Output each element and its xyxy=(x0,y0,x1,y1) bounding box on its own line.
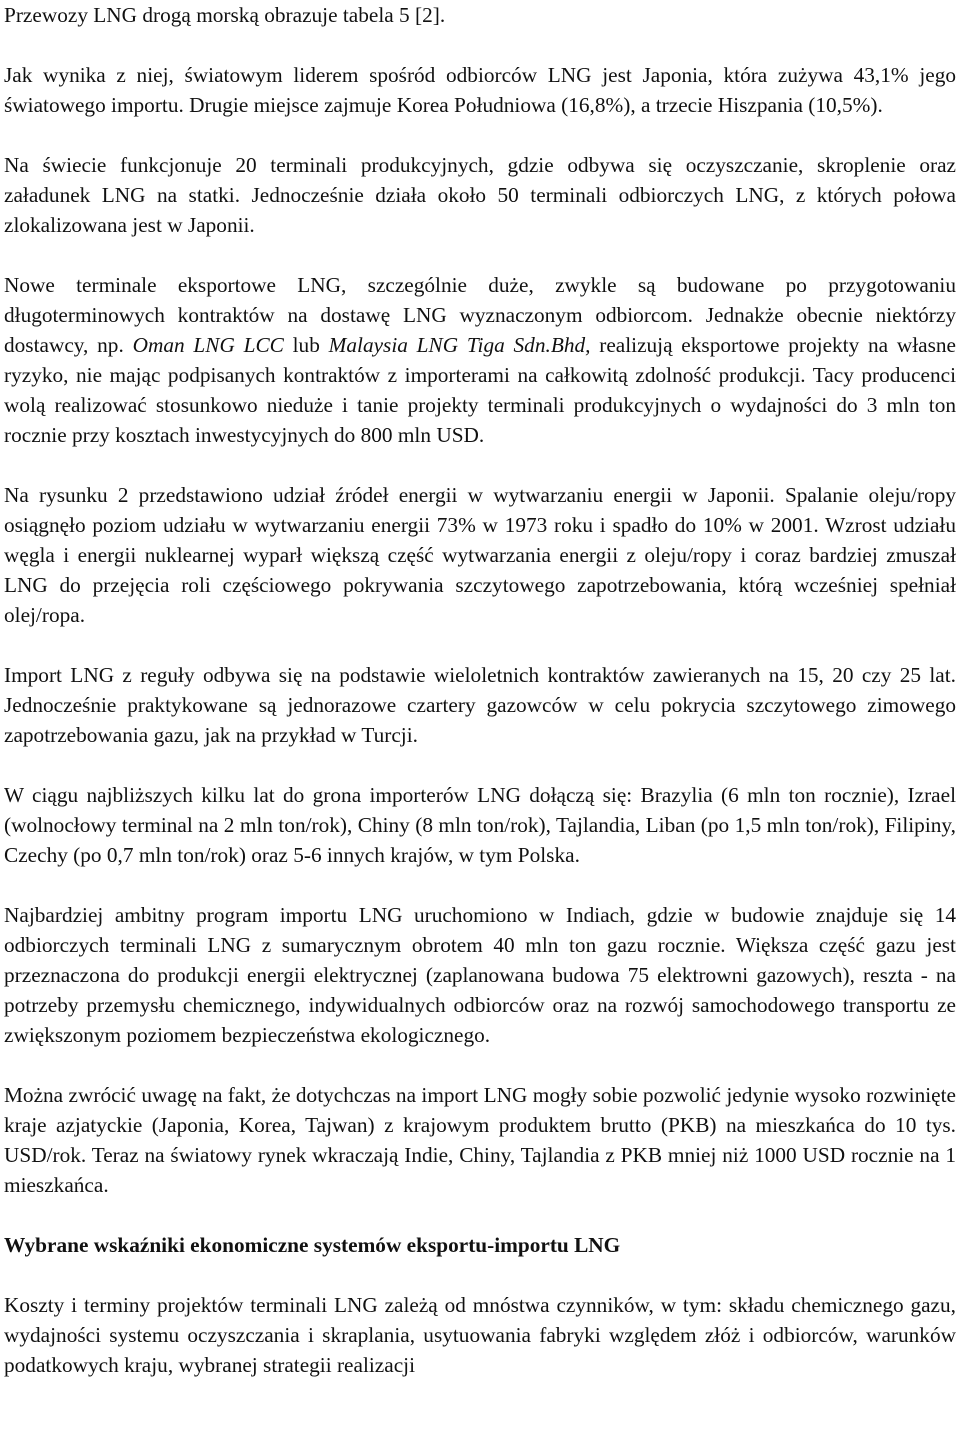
paragraph-text: W ciągu najbliższych kilku lat do grona importerów LNG dołączą się: Brazylia (6 mln ton rocznie), Izrael (wolnocłowy terminal na 2 mln ton/rok), Chiny (8 mln ton/rok), Tajlandia, Liban (po 1,5 mln ton/rok), Filipiny, Czechy (po 0,7 mln ton/rok) oraz 5-6 innych krajów, w tym Polska. xyxy=(4,783,956,867)
section-heading xyxy=(4,1230,956,1260)
paragraph-text: Przewozy LNG drogą morską obrazuje tabela 5 [2]. xyxy=(4,3,446,27)
paragraph-gap xyxy=(4,630,956,660)
paragraph-export-terminals xyxy=(4,270,956,450)
paragraph-gap xyxy=(4,1200,956,1230)
conjunction: lub xyxy=(292,333,320,357)
sentence: Większa część gazu jest przeznaczona do produkcji energii elektrycznej (zaplanowana budowa 75 elektrowni gazowych), reszta - na potrzeby przemysłu chemicznego, indywidualnych odbiorców oraz na rozwój samochodowego transportu ze zwiększonym poziomem bezpieczeństwa ekologicznego. xyxy=(4,933,956,1047)
sentence: Na świecie funkcjonuje 20 terminali produkcyjnych, gdzie odbywa się oczyszczanie, skroplenie oraz załadunek LNG na statki. xyxy=(4,153,956,207)
heading-text: Wybrane wskaźniki ekonomiczne systemów eksportu-importu LNG xyxy=(4,1233,621,1257)
company-name: Malaysia LNG Tiga Sdn. xyxy=(328,333,551,357)
paragraph-japan-leader xyxy=(4,60,956,120)
paragraph-gap xyxy=(4,240,956,270)
paragraph-gap xyxy=(4,870,956,900)
paragraph-gap xyxy=(4,1050,956,1080)
sentence: Najbardziej ambitny program importu LNG uruchomiono w Indiach, gdzie w budowie znajduje się 14 odbiorczych terminali LNG z sumarycznym obrotem 40 mln ton gazu rocznie. xyxy=(4,903,956,957)
sentence: Tacy producenci wolą realizować stosunkowo nieduże i tanie projekty terminali produkcyjnych o wydajności do 3 mln ton rocznie przy kosztach inwestycyjnych do 800 mln USD. xyxy=(4,363,956,447)
company-name-suffix: Bhd, xyxy=(550,333,591,357)
paragraph-costs xyxy=(4,1290,956,1380)
sentence: realizują eksportowe projekty na własne ryzyko, nie mając podpisanych kontraktów z importerami na całkowitą zdolność produkcji. xyxy=(4,333,957,387)
paragraph-import-contracts xyxy=(4,660,956,750)
sentence: Nowe terminale eksportowe LNG, szczególnie duże, zwykle są budowane po przygotowaniu długoterminowych kontraktów na dostawę LNG wyznaczonym odbiorcom. xyxy=(4,273,956,327)
company-name: Oman LNG LCC xyxy=(132,333,284,357)
paragraph-text: Jak wynika z niej, światowym liderem spośród odbiorców LNG jest Japonia, która zużywa 43,1% jego światowego importu. Drugie miejsce zajmuje Korea Południowa (16,8%), a trzecie Hiszpania (10,5%). xyxy=(4,63,956,117)
sentence: Spalanie oleju/ropy osiągnęło poziom udziału w wytwarzaniu energii 73% w 1973 roku i spadło do 10% w 2001. xyxy=(4,483,956,537)
paragraph-gap xyxy=(4,450,956,480)
sentence: Jednocześnie działa około 50 terminali odbiorczych LNG, z których połowa zlokalizowana jest w Japonii. xyxy=(4,183,956,237)
paragraph-terminals xyxy=(4,150,956,240)
sentence: Jednocześnie praktykowane są jednorazowe czartery gazowców w celu pokrycia szczytowego zimowego zapotrzebowania gazu, jak na przykład w Turcji. xyxy=(4,693,956,747)
paragraph-gap xyxy=(4,30,956,60)
paragraph-japan-energy xyxy=(4,480,956,630)
sentence: Można zwrócić uwagę na fakt, że dotychczas na import LNG mogły sobie pozwolić jedynie wysoko rozwinięte kraje azjatyckie (Japonia, Korea, Tajwan) z krajowym produktem brutto (PKB) na mieszkańca do 10 tys. USD/rok. xyxy=(4,1083,956,1167)
paragraph-gap xyxy=(4,1260,956,1290)
paragraph-new-importers xyxy=(4,780,956,870)
sentence: Wzrost udziału węgla i energii nuklearnej wyparł większą część wytwarzania energii z oleju/ropy i coraz bardziej zmuszał LNG do przejęcia roli częściowego pokrywania szczytowego zapotrzebowania, którą wcześniej spełniał olej/ropa. xyxy=(4,513,956,627)
paragraph-gap xyxy=(4,750,956,780)
paragraph-gap xyxy=(4,120,956,150)
sentence: Import LNG z reguły odbywa się na podstawie wieloletnich kontraktów zawieranych na 15, 20 czy 25 lat. xyxy=(4,663,956,687)
paragraph-text: Koszty i terminy projektów terminali LNG zależą od mnóstwa czynników, w tym: składu chemicznego gazu, wydajności systemu oczyszczania i skraplania, usytuowania fabryki względem złóż i odbiorców, warunków podatkowych kraju, wybranej strategii realizacji xyxy=(4,1293,956,1377)
paragraph-india-program xyxy=(4,900,956,1050)
sentence: Teraz na światowy rynek wkraczają Indie, Chiny, Tajlandia z PKB mniej niż 1000 USD rocznie na 1 mieszkańca. xyxy=(4,1143,956,1197)
paragraph-intro xyxy=(4,0,956,30)
paragraph-gdp xyxy=(4,1080,956,1200)
sentence: Jednakże obecnie niektórzy dostawcy, np. xyxy=(4,303,957,357)
sentence: Na rysunku 2 przedstawiono udział źródeł energii w wytwarzaniu energii w Japonii. xyxy=(4,483,775,507)
